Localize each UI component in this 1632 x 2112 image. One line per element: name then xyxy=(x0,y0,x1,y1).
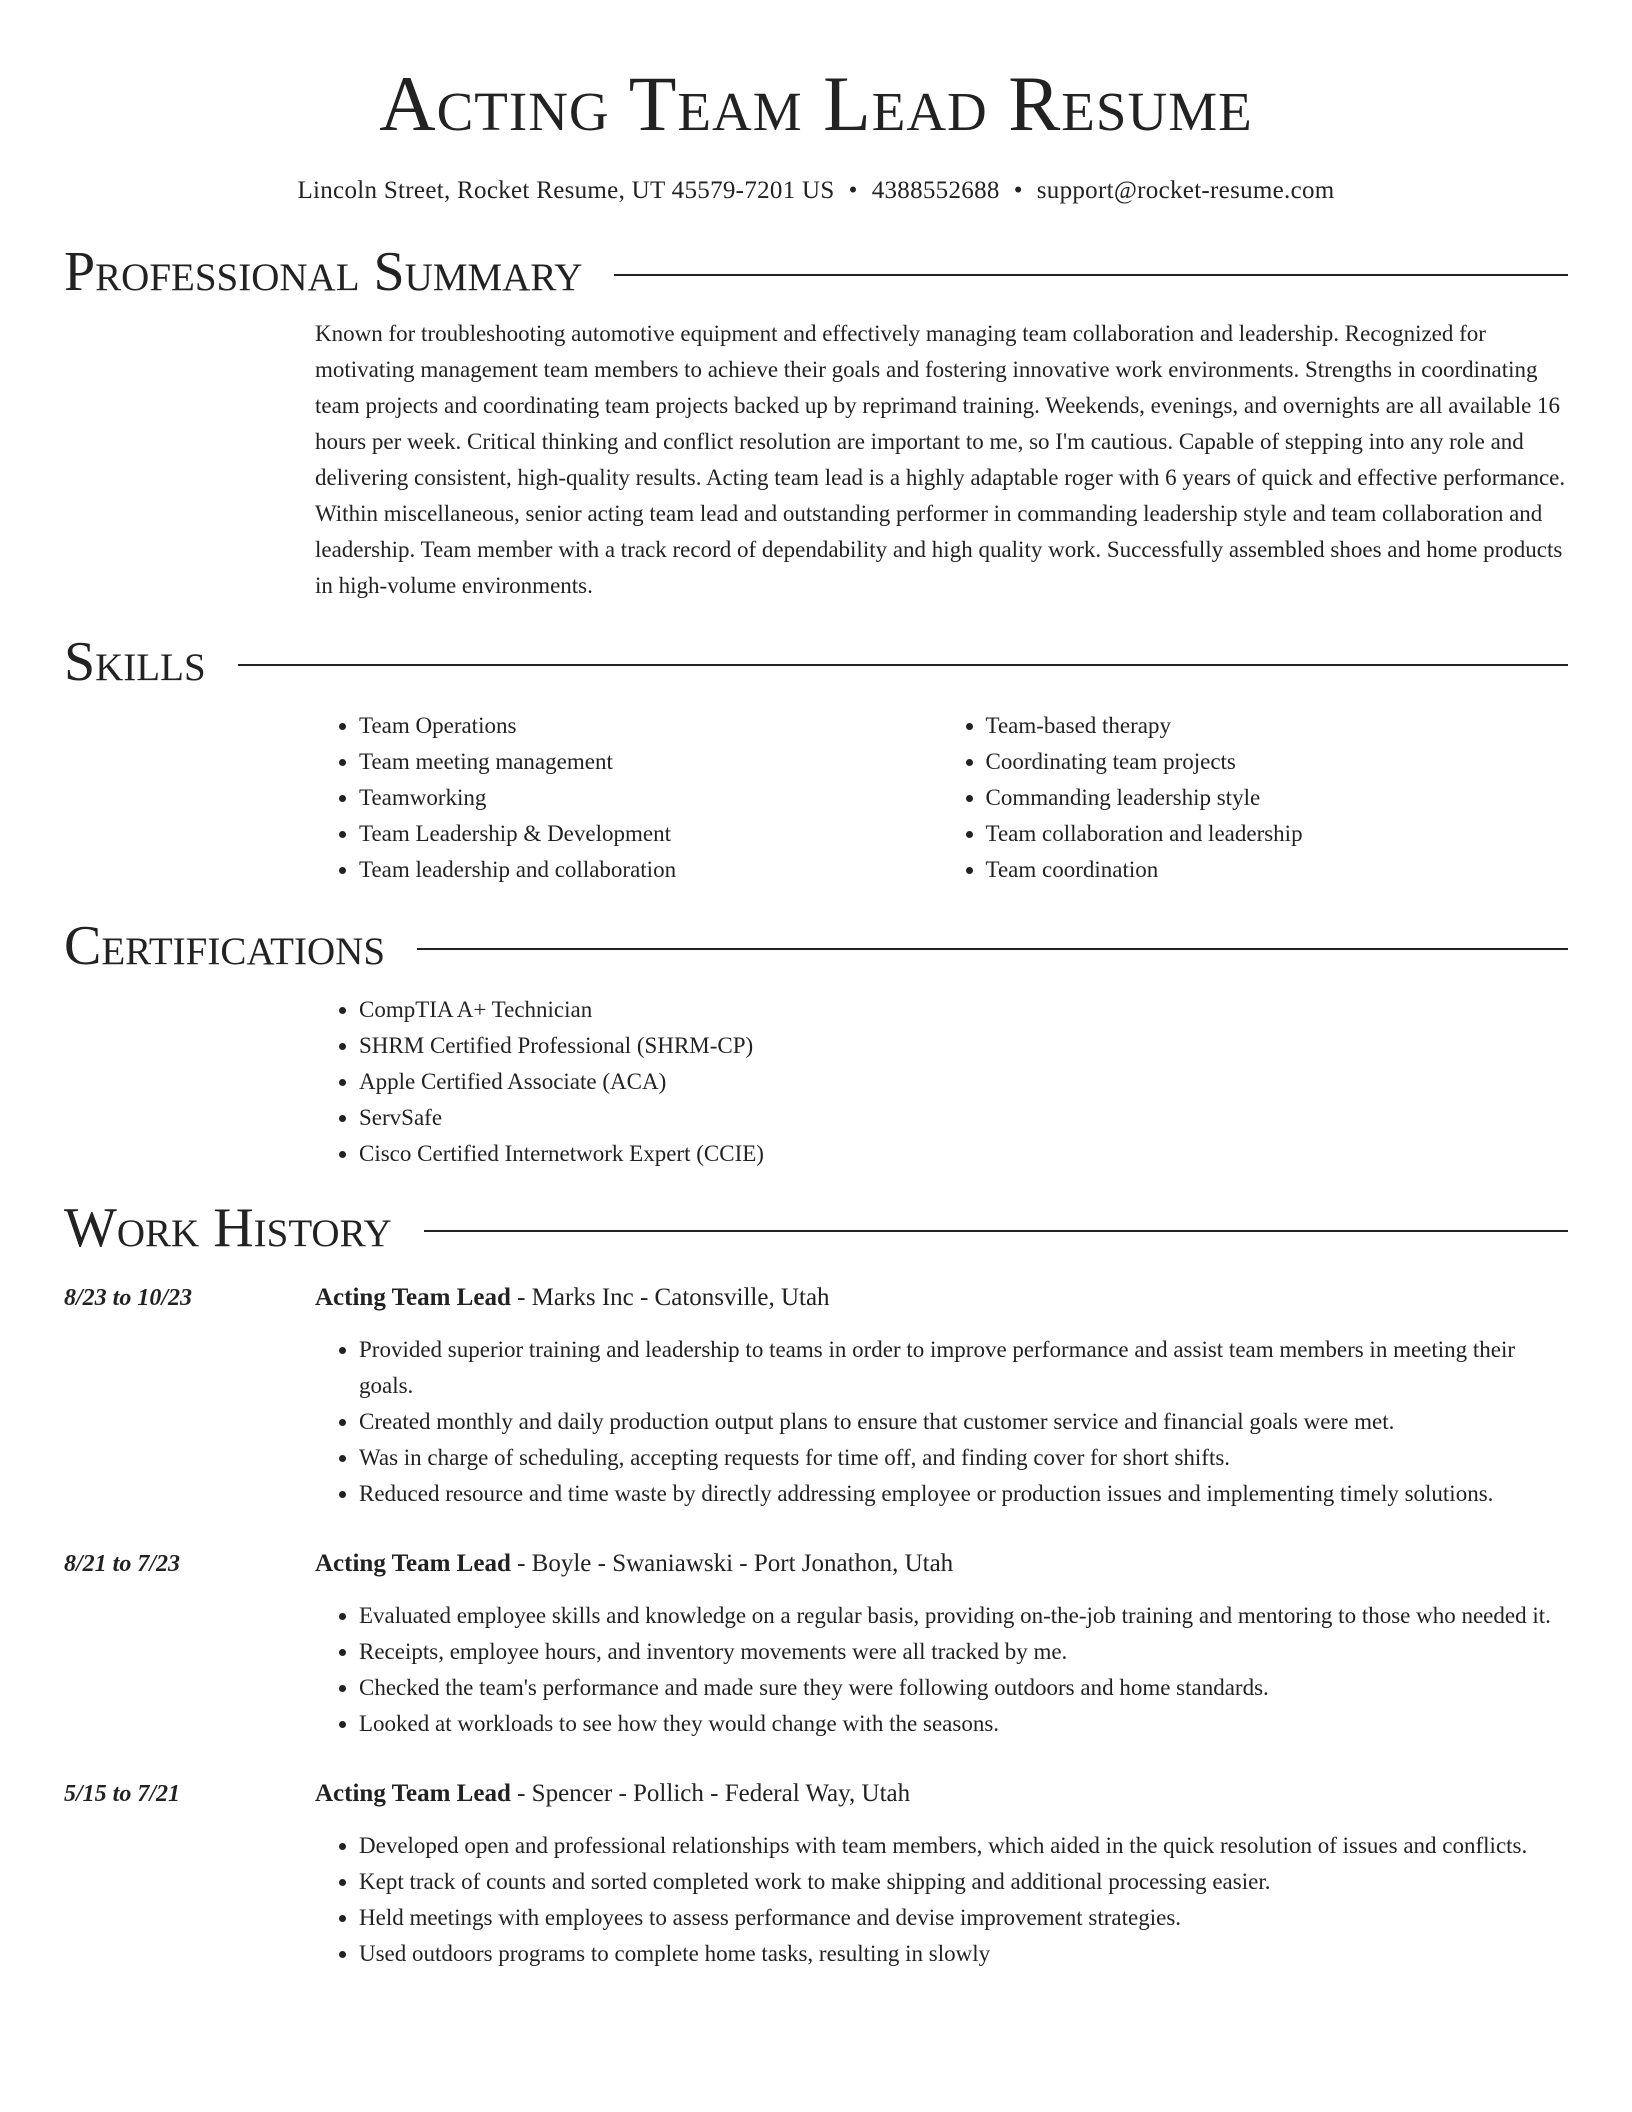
section-divider xyxy=(424,1230,1568,1232)
contact-separator: • xyxy=(1013,177,1023,204)
job-bullet: • Kept track of counts and sorted completed work to make shipping and additional processing easier. xyxy=(359,1864,1568,1900)
certifications-list xyxy=(315,992,1568,1172)
job-title-line xyxy=(315,1280,1568,1316)
skills-heading-text: Skills xyxy=(64,631,206,693)
skill-item: • Team Operations xyxy=(359,708,942,744)
skill-item: • Commanding leadership style xyxy=(986,780,1569,816)
job-details: - Boyle - Swaniawski - Port Jonathon, Utah xyxy=(510,1550,954,1577)
skills-list xyxy=(315,708,1568,888)
job-bullet: • Held meetings with employees to assess performance and devise improvement strategies. xyxy=(359,1900,1568,1936)
certification-item: • ServSafe xyxy=(359,1100,1568,1136)
job-entry xyxy=(64,1776,1568,1972)
certification-item: • Cisco Certified Internetwork Expert (CCIE) xyxy=(359,1136,1568,1172)
certification-item: • Apple Certified Associate (ACA) xyxy=(359,1064,1568,1100)
section-divider xyxy=(238,664,1568,666)
job-bullet: • Evaluated employee skills and knowledge on a regular basis, providing on-the-job training and mentoring to those who needed it. xyxy=(359,1598,1568,1634)
skill-item: • Team leadership and collaboration xyxy=(359,852,942,888)
job-title: Acting Team Lead xyxy=(315,1550,511,1577)
summary-heading-text: Professional Summary xyxy=(64,241,583,303)
skill-item: • Team-based therapy xyxy=(986,708,1569,744)
skill-item: • Team Leadership & Development xyxy=(359,816,942,852)
summary-text: Known for troubleshooting automotive equipment and effectively managing team collaboration and leadership. Recognized for motivating management team members to achieve their goals and fostering innovative work environments. Strengths in coordinating team projects and coordinating team projects backed up by reprimand training. Weekends, evenings, and overnights are all available 16 hours per week. Critical thinking and conflict resolution are important to me, so I'm cautious. Capable of stepping into any role and delivering consistent, high-quality results. Acting team lead is a highly adaptable roger with 6 years of quick and effective performance. Within miscellaneous, senior acting team lead and outstanding performer in commanding leadership style and team collaboration and leadership. Team member with a track record of dependability and high quality work. Successfully assembled shoes and home products in high-volume environments. xyxy=(315,321,1566,598)
job-details: - Spencer - Pollich - Federal Way, Utah xyxy=(510,1780,911,1807)
certification-item: • SHRM Certified Professional (SHRM-CP) xyxy=(359,1028,1568,1064)
job-bullet: • Receipts, employee hours, and inventory movements were all tracked by me. xyxy=(359,1634,1568,1670)
skill-item: • Team meeting management xyxy=(359,744,942,780)
contact-separator: • xyxy=(848,177,858,204)
certifications-section-heading xyxy=(64,916,1568,976)
skill-item: • Team collaboration and leadership xyxy=(986,816,1569,852)
skills-section-heading xyxy=(64,632,1568,692)
job-bullet: • Provided superior training and leadership to teams in order to improve performance and assist team members in meeting their goals. xyxy=(359,1332,1568,1404)
job-bullet: • Created monthly and daily production output plans to ensure that customer service and financial goals were met. xyxy=(359,1404,1568,1440)
resume-page xyxy=(64,0,1568,1972)
job-bullet: • Used outdoors programs to complete home tasks, resulting in slowly xyxy=(359,1936,1568,1972)
section-divider xyxy=(614,274,1568,276)
certifications-heading-text: Certifications xyxy=(64,915,386,977)
job-entry xyxy=(64,1280,1568,1512)
summary-section-heading xyxy=(64,242,1568,302)
contact-email: support@rocket-resume.com xyxy=(1036,177,1335,204)
job-title-line xyxy=(315,1776,1568,1812)
job-entry xyxy=(64,1546,1568,1742)
job-bullet: • Developed open and professional relationships with team members, which aided in the quick resolution of issues and conflicts. xyxy=(359,1828,1568,1864)
job-bullets xyxy=(315,1828,1568,1972)
contact-address: Lincoln Street, Rocket Resume, UT 45579-7201 US xyxy=(297,177,835,204)
work-section-heading xyxy=(64,1198,1568,1258)
work-heading-text: Work History xyxy=(64,1197,392,1259)
skill-item: • Team coordination xyxy=(986,852,1569,888)
certifications-bullets xyxy=(315,992,1568,1172)
contact-line xyxy=(64,176,1568,206)
skill-item: • Coordinating team projects xyxy=(986,744,1569,780)
section-divider xyxy=(417,948,1568,950)
contact-phone: 4388552688 xyxy=(871,177,1000,204)
job-dates: 8/23 to 10/23 xyxy=(64,1285,193,1311)
job-title-line xyxy=(315,1546,1568,1582)
skill-item: • Teamworking xyxy=(359,780,942,816)
job-bullet: • Looked at workloads to see how they would change with the seasons. xyxy=(359,1706,1568,1742)
certification-item: • CompTIA A+ Technician xyxy=(359,992,1568,1028)
job-dates: 5/15 to 7/21 xyxy=(64,1781,181,1807)
job-bullets xyxy=(315,1332,1568,1512)
summary-body xyxy=(315,316,1568,604)
job-dates: 8/21 to 7/23 xyxy=(64,1551,181,1577)
skills-column-left xyxy=(315,708,942,888)
job-bullet: • Reduced resource and time waste by directly addressing employee or production issues and implementing timely solutions. xyxy=(359,1476,1568,1512)
job-details: - Marks Inc - Catonsville, Utah xyxy=(510,1284,830,1311)
job-bullets xyxy=(315,1598,1568,1742)
job-bullet: • Checked the team's performance and made sure they were following outdoors and home standards. xyxy=(359,1670,1568,1706)
job-bullet: • Was in charge of scheduling, accepting requests for time off, and finding cover for short shifts. xyxy=(359,1440,1568,1476)
job-title: Acting Team Lead xyxy=(315,1780,511,1807)
job-title: Acting Team Lead xyxy=(315,1284,511,1311)
resume-title: Acting Team Lead Resume xyxy=(379,60,1253,147)
skills-column-right xyxy=(942,708,1569,888)
